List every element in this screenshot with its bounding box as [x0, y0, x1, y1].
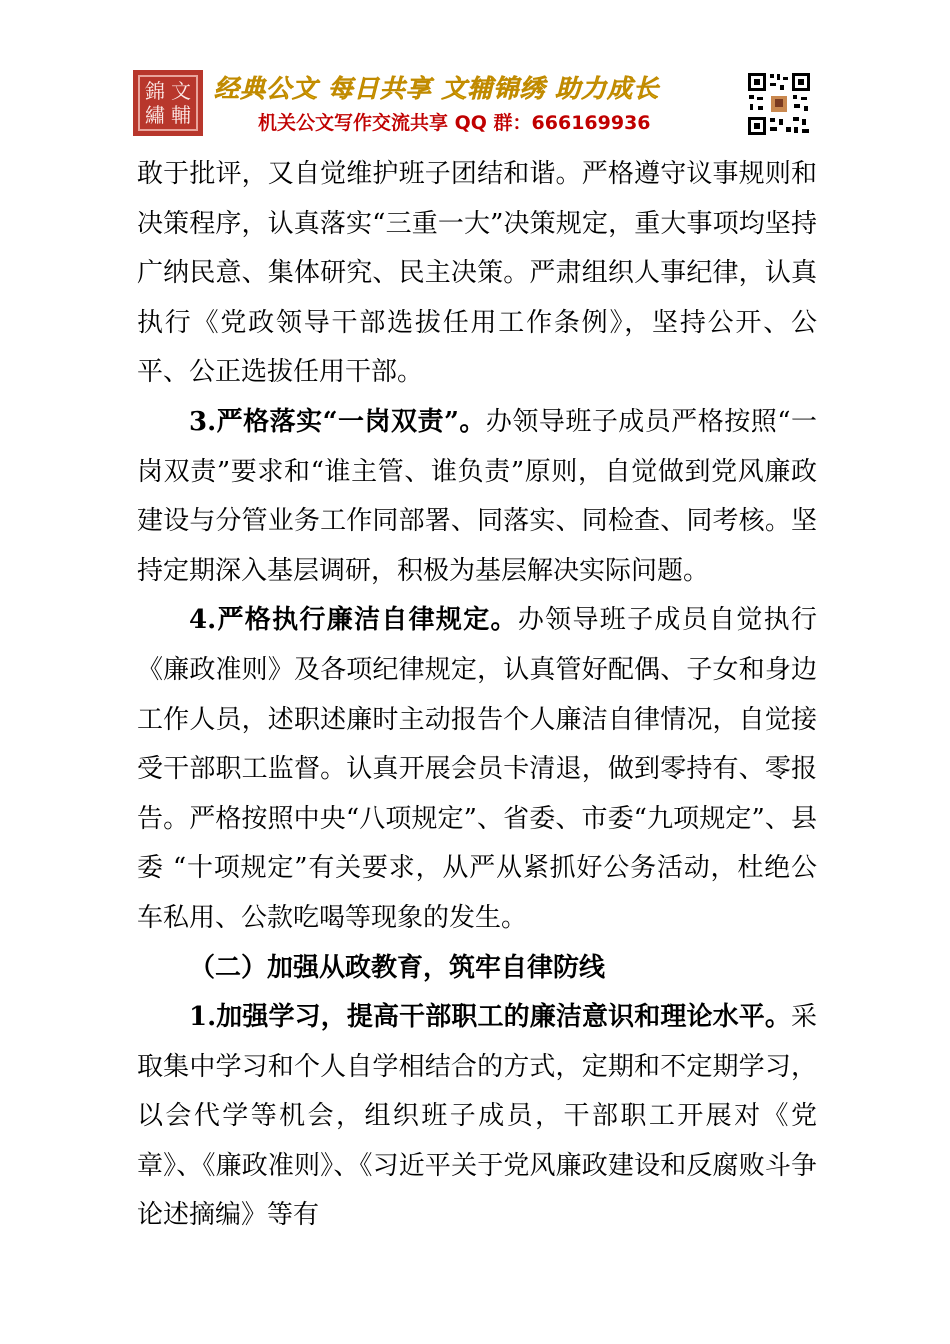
paragraph-text: 采取集中学习和个人自学相结合的方式，定期和不定期学习，以会代学等机会，组织班子成员，干部职工开展对《党章》、《廉政准则》、《习近平关于党风廉政建设和反腐败斗争论述摘编》等有 [137, 1002, 817, 1231]
paragraph [137, 398, 817, 596]
qr-code-icon [746, 71, 812, 137]
paragraph-text: 敢于批评，又自觉维护班子团结和谐。严格遵守议事规则和决策程序，认真落实“三重一大”决策规定，重大事项均坚持广纳民意、集体研究、民主决策。严肃组织人事纪律，认真执行《党政领导干部选拔任用工作条例》，坚持公开、公平、公正选拔任用干部。 [137, 159, 817, 388]
seal-char: 錦 [145, 79, 165, 103]
paragraph [137, 150, 817, 398]
seal-char: 輔 [171, 103, 191, 127]
document-body [137, 150, 817, 1241]
paragraph-lead: 4.严格执行廉洁自律规定。 [189, 605, 518, 636]
paragraph [137, 596, 817, 943]
section-heading [137, 944, 817, 994]
paragraph-text: 办领导班子成员自觉执行《廉政准则》及各项纪律规定，认真管好配偶、子女和身边工作人员，述职述廉时主动报告个人廉洁自律情况，自觉接受干部职工监督。认真开展会员卡清退，做到零持有、零报告。严格按照中央“八项规定”、省委、市委“九项规定”、县委 “十项规定”有关要求，从严从紧抓好公务活动，杜绝公车私用、公款吃喝等现象的发生。 [137, 605, 817, 933]
document-header [0, 0, 950, 150]
paragraph [137, 993, 817, 1241]
section-heading-text: （二）加强从政教育，筑牢自律防线 [189, 952, 606, 983]
paragraph-lead: 3.严格落实“一岗双责”。 [189, 406, 486, 437]
seal-char: 繡 [145, 103, 165, 127]
paragraph-text: 办领导班子成员严格按照“一岗双责”要求和“谁主管、谁负责”原则，自觉做到党风廉政建设与分管业务工作同部署、同落实、同检查、同考核。坚持定期深入基层调研，积极为基层解决实际问题。 [137, 406, 817, 586]
header-qq-group: 机关公文写作交流共享 QQ 群：666169936 [258, 112, 651, 134]
seal-logo [133, 70, 203, 136]
header-slogan: 经典公文 每日共享 文辅锦绣 助力成长 [214, 74, 660, 103]
seal-char: 文 [171, 79, 191, 103]
paragraph-lead: 1.加强学习，提高干部职工的廉洁意识和理论水平。 [189, 1002, 791, 1033]
